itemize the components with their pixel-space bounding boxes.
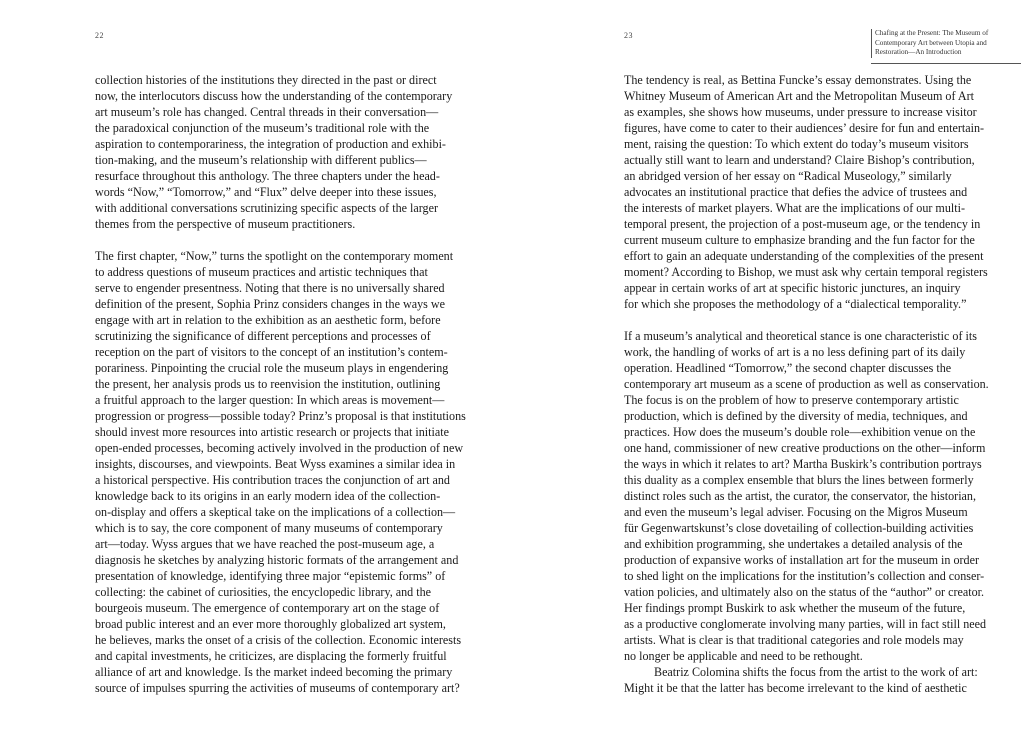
text-line: für Gegenwartskunst’s close dovetailing of collection-building activities bbox=[624, 521, 974, 535]
paragraph bbox=[624, 72, 996, 312]
text-line: distinct roles such as the artist, the curator, the conservator, the historian, bbox=[624, 489, 976, 503]
text-line: now, the interlocutors discuss how the understanding of the contemporary bbox=[95, 89, 453, 103]
text-line: to address questions of museum practices and artistic techniques that bbox=[95, 265, 428, 279]
text-line: engage with art in relation to the exhibition as an aesthetic form, before bbox=[95, 313, 441, 327]
text-line: temporal present, the projection of a post-museum age, or the tendency in bbox=[624, 217, 981, 231]
paragraph bbox=[624, 328, 996, 664]
text-line: actually still want to learn and understand? Claire Bishop’s contribution, bbox=[624, 153, 975, 167]
text-line: figures, have come to cater to their audiences’ desire for fun and entertain- bbox=[624, 121, 985, 135]
text-line: work, the handling of works of art is a no less defining part of its daily bbox=[624, 345, 966, 359]
text-line: ment, raising the question: To which extent do today’s museum visitors bbox=[624, 137, 969, 151]
text-line: diagnosis he sketches by analyzing historic formats of the arrangement and bbox=[95, 553, 459, 567]
text-line: the paradoxical conjunction of the museum’s traditional role with the bbox=[95, 121, 430, 135]
text-line: reception on the part of visitors to the concept of an institution’s contem- bbox=[95, 345, 448, 359]
left-body-text bbox=[95, 72, 467, 696]
text-line: Beatriz Colomina shifts the focus from the artist to the work of art: bbox=[654, 665, 978, 679]
text-line: collection histories of the institutions they directed in the past or direct bbox=[95, 73, 437, 87]
text-line: production, which is defined by the diversity of media, techniques, and bbox=[624, 409, 968, 423]
text-line: for which she proposes the methodology of a “dialectical temporality.” bbox=[624, 297, 967, 311]
text-line: knowledge back to its origins in an early modern idea of the collection- bbox=[95, 489, 441, 503]
text-line: on-display and offers a skeptical take on the implications of a collection— bbox=[95, 505, 456, 519]
text-line: a fruitful approach to the larger question: In which areas is movement— bbox=[95, 393, 445, 407]
text-line: Might it be that the latter has become irrelevant to the kind of aesthetic bbox=[624, 681, 967, 695]
text-line: this duality as a complex ensemble that blurs the lines between formerly bbox=[624, 473, 974, 487]
paragraph-gap bbox=[95, 232, 467, 248]
text-line: Whitney Museum of American Art and the Metropolitan Museum of Art bbox=[624, 89, 974, 103]
text-line: the interests of market players. What are the implications of our multi- bbox=[624, 201, 965, 215]
text-line: alliance of art and knowledge. Is the market indeed becoming the primary bbox=[95, 665, 453, 679]
text-line: should invest more resources into artistic research or projects that initiate bbox=[95, 425, 449, 439]
text-line: current museum culture to emphasize branding and the fun factor for the bbox=[624, 233, 975, 247]
running-head-rule bbox=[871, 63, 1021, 64]
text-line: contemporary art museum as a scene of production as well as conservation. bbox=[624, 377, 989, 391]
text-line: effort to gain an adequate understanding of the complexities of the present bbox=[624, 249, 984, 263]
text-line: one hand, commissioner of new creative productions on the other—inform bbox=[624, 441, 986, 455]
text-line: themes from the perspective of museum practitioners. bbox=[95, 217, 356, 231]
text-line: serve to engender presentness. Noting that there is no universally shared bbox=[95, 281, 445, 295]
paragraph bbox=[624, 664, 996, 696]
text-line: an abridged version of her essay on “Radical Museology,” similarly bbox=[624, 169, 952, 183]
text-line: collecting: the cabinet of curiosities, the encyclopedic library, and the bbox=[95, 585, 432, 599]
paragraph-gap bbox=[624, 312, 996, 328]
text-line: advocates an institutional practice that defies the advice of trustees and bbox=[624, 185, 968, 199]
text-line: with additional conversations scrutinizing specific aspects of the larger bbox=[95, 201, 439, 215]
text-line: tion-making, and the museum’s relationship with different publics— bbox=[95, 153, 427, 167]
text-line: If a museum’s analytical and theoretical stance is one characteristic of its bbox=[624, 329, 977, 343]
text-line: art museum’s role has changed. Central threads in their conversation— bbox=[95, 105, 439, 119]
text-line: to shed light on the implications for the institution’s collection and conser- bbox=[624, 569, 985, 583]
text-line: porariness. Pinpointing the crucial role the museum plays in engendering bbox=[95, 361, 449, 375]
paragraph bbox=[95, 72, 467, 232]
page-number-left: 22 bbox=[95, 31, 104, 40]
text-line: scrutinizing the significance of different perceptions and processes of bbox=[95, 329, 431, 343]
text-line: and even the museum’s legal adviser. Focusing on the Migros Museum bbox=[624, 505, 968, 519]
text-line: broad public interest and an ever more thoroughly globalized art system, bbox=[95, 617, 446, 631]
text-line: insights, discourses, and viewpoints. Beat Wyss examines a similar idea in bbox=[95, 457, 456, 471]
text-line: presentation of knowledge, identifying three major “epistemic forms” of bbox=[95, 569, 446, 583]
text-line: he believes, marks the onset of a crisis of the collection. Economic interests bbox=[95, 633, 462, 647]
text-line: art—today. Wyss argues that we have reached the post-museum age, a bbox=[95, 537, 435, 551]
text-line: aspiration to contemporariness, the integration of production and exhibi- bbox=[95, 137, 446, 151]
right-body-text bbox=[624, 72, 996, 696]
running-head: Chafing at the Present: The Museum of Contemporary Art between Utopia and Restoration—An Introduction bbox=[871, 29, 1021, 58]
text-line: the present, her analysis prods us to reenvision the institution, outlining bbox=[95, 377, 441, 391]
text-line: definition of the present, Sophia Prinz considers changes in the ways we bbox=[95, 297, 445, 311]
text-line: bourgeois museum. The emergence of contemporary art on the stage of bbox=[95, 601, 440, 615]
text-line: vation policies, and ultimately also on the status of the “author” or creator. bbox=[624, 585, 985, 599]
text-line: source of impulses spurring the activities of museums of contemporary art? bbox=[95, 681, 460, 695]
text-line: production of expansive works of installation art for the museum in order bbox=[624, 553, 979, 567]
text-line: The focus is on the problem of how to preserve contemporary artistic bbox=[624, 393, 959, 407]
text-line: as examples, she shows how museums, under pressure to increase visitor bbox=[624, 105, 977, 119]
text-line: and capital investments, he criticizes, are displacing the formerly fruitful bbox=[95, 649, 447, 663]
text-line: no longer be applicable and need to be rethought. bbox=[624, 649, 863, 663]
text-line: resurface throughout this anthology. The three chapters under the head- bbox=[95, 169, 440, 183]
text-line: a historical perspective. His contribution traces the conjunction of art and bbox=[95, 473, 450, 487]
text-line: moment? According to Bishop, we must ask why certain temporal registers bbox=[624, 265, 988, 279]
text-line: and exhibition programming, she undertakes a detailed analysis of the bbox=[624, 537, 963, 551]
text-line: operation. Headlined “Tomorrow,” the second chapter discusses the bbox=[624, 361, 952, 375]
text-line: The first chapter, “Now,” turns the spotlight on the contemporary moment bbox=[95, 249, 454, 263]
text-line: open-ended processes, becoming actively involved in the production of new bbox=[95, 441, 464, 455]
text-line: the ways in which it relates to art? Martha Buskirk’s contribution portrays bbox=[624, 457, 982, 471]
text-line: The tendency is real, as Bettina Funcke’s essay demonstrates. Using the bbox=[624, 73, 972, 87]
text-line: progression or progress—possible today? Prinz’s proposal is that institutions bbox=[95, 409, 466, 423]
text-line: as a productive conglomerate involving many parties, will in fact still need bbox=[624, 617, 987, 631]
text-line: Her findings prompt Buskirk to ask whether the museum of the future, bbox=[624, 601, 966, 615]
page-number-right: 23 bbox=[624, 31, 633, 40]
text-line: which is to say, the core component of many museums of contemporary bbox=[95, 521, 443, 535]
text-line: appear in certain works of art at specific historic junctures, an inquiry bbox=[624, 281, 961, 295]
text-line: artists. What is clear is that traditional categories and role models may bbox=[624, 633, 964, 647]
text-line: words “Now,” “Tomorrow,” and “Flux” delve deeper into these issues, bbox=[95, 185, 437, 199]
paragraph bbox=[95, 248, 467, 696]
text-line: practices. How does the museum’s double role—exhibition venue on the bbox=[624, 425, 976, 439]
